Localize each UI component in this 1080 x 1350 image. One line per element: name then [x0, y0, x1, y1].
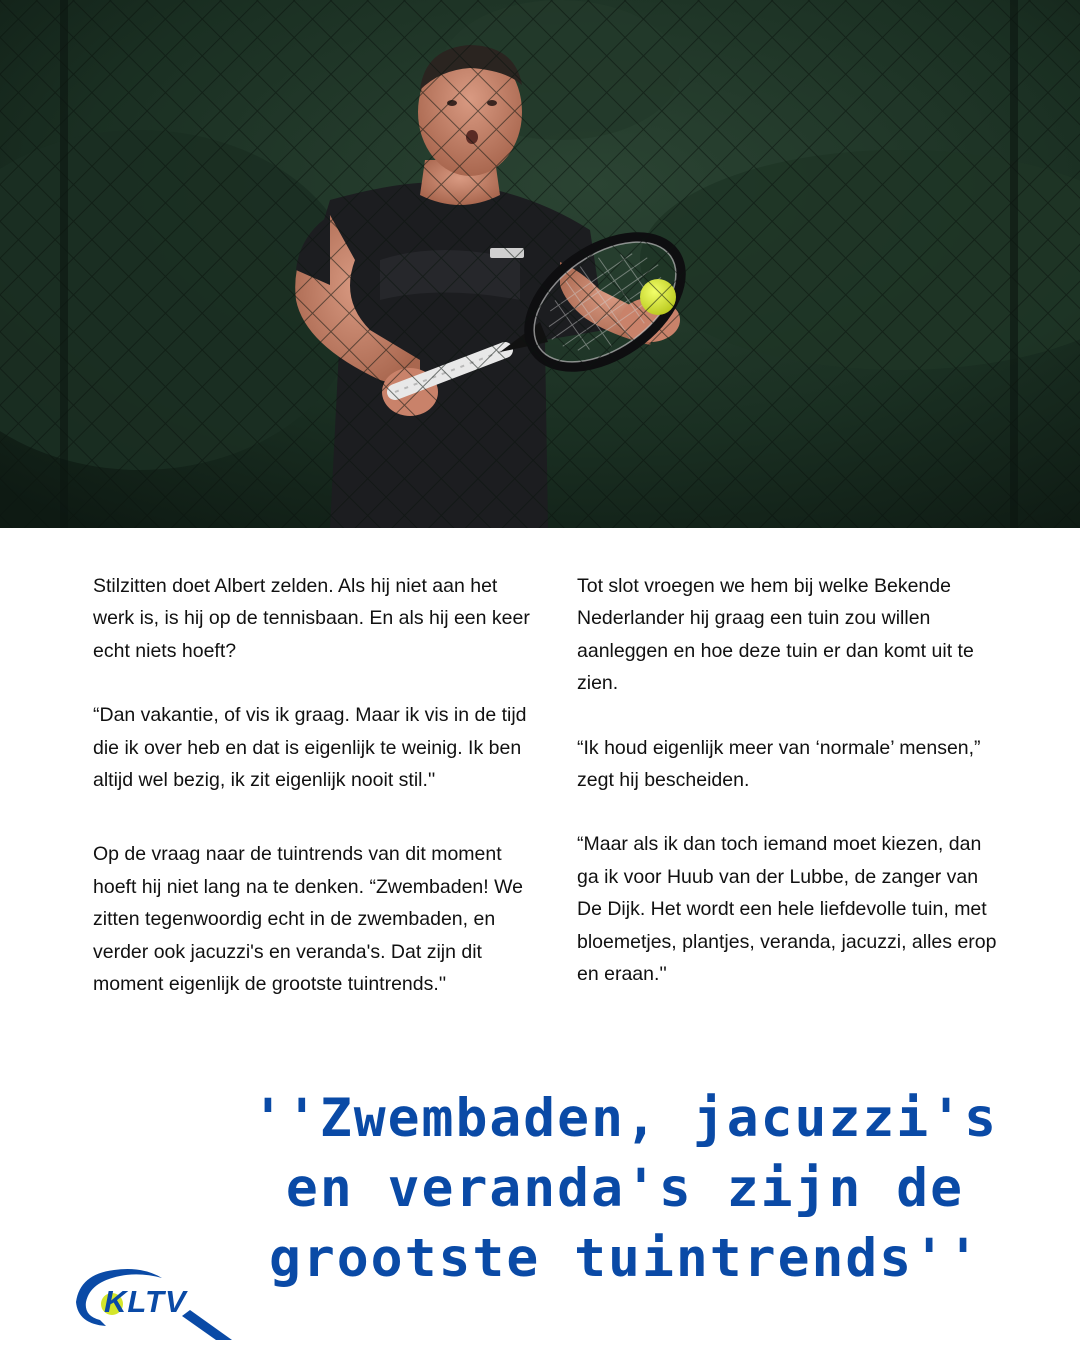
pull-quote [240, 1084, 1010, 1294]
paragraph: “Dan vakantie, of vis ik graag. Maar ik vis in de tijd die ik over heb en dat is eigenlijk te weinig. Ik ben altijd wel bezig, ik zit eigenlijk nooit stil.'' [93, 704, 527, 792]
paragraph: Tot slot vroegen we hem bij welke Bekende Nederlander hij graag een tuin zou willen aanleggen en hoe deze tuin er dan komt uit te zien. [577, 575, 974, 695]
hero-photo [0, 0, 1080, 528]
pull-quote-line: grootste tuintrends'' [268, 1228, 982, 1289]
paragraph: Op de vraag naar de tuintrends van dit moment hoeft hij niet lang na te denken. “Zwembaden! We zitten tegenwoordig echt in de zwembaden, en verder ook jacuzzi's en veranda's. Dat zijn dit moment eigenlijk de grootste tuintrends.'' [93, 843, 523, 996]
kltv-logo [70, 1262, 235, 1342]
article-left-column [93, 570, 533, 1000]
pull-quote-line: ''Zwembaden, jacuzzi's [252, 1088, 998, 1149]
pull-quote-line: en veranda's zijn de [285, 1158, 965, 1219]
logo-tail-icon [182, 1310, 232, 1340]
paragraph: “Ik houd eigenlijk meer van ‘normale’ mensen,” zegt hij bescheiden. [577, 736, 981, 792]
article-right-column [577, 570, 1002, 990]
logo-text: KLTV [104, 1284, 187, 1319]
paragraph: Stilzitten doet Albert zelden. Als hij niet aan het werk is, is hij op de tennisbaan. En als hij een keer echt niets hoeft? [93, 575, 530, 662]
paragraph: “Maar als ik dan toch iemand moet kiezen, dan ga ik voor Huub van der Lubbe, de zanger van De Dijk. Het wordt een hele liefdevolle tuin, met bloemetjes, plantjes, veranda, jacuzzi, alles erop en eraan.'' [577, 833, 997, 986]
